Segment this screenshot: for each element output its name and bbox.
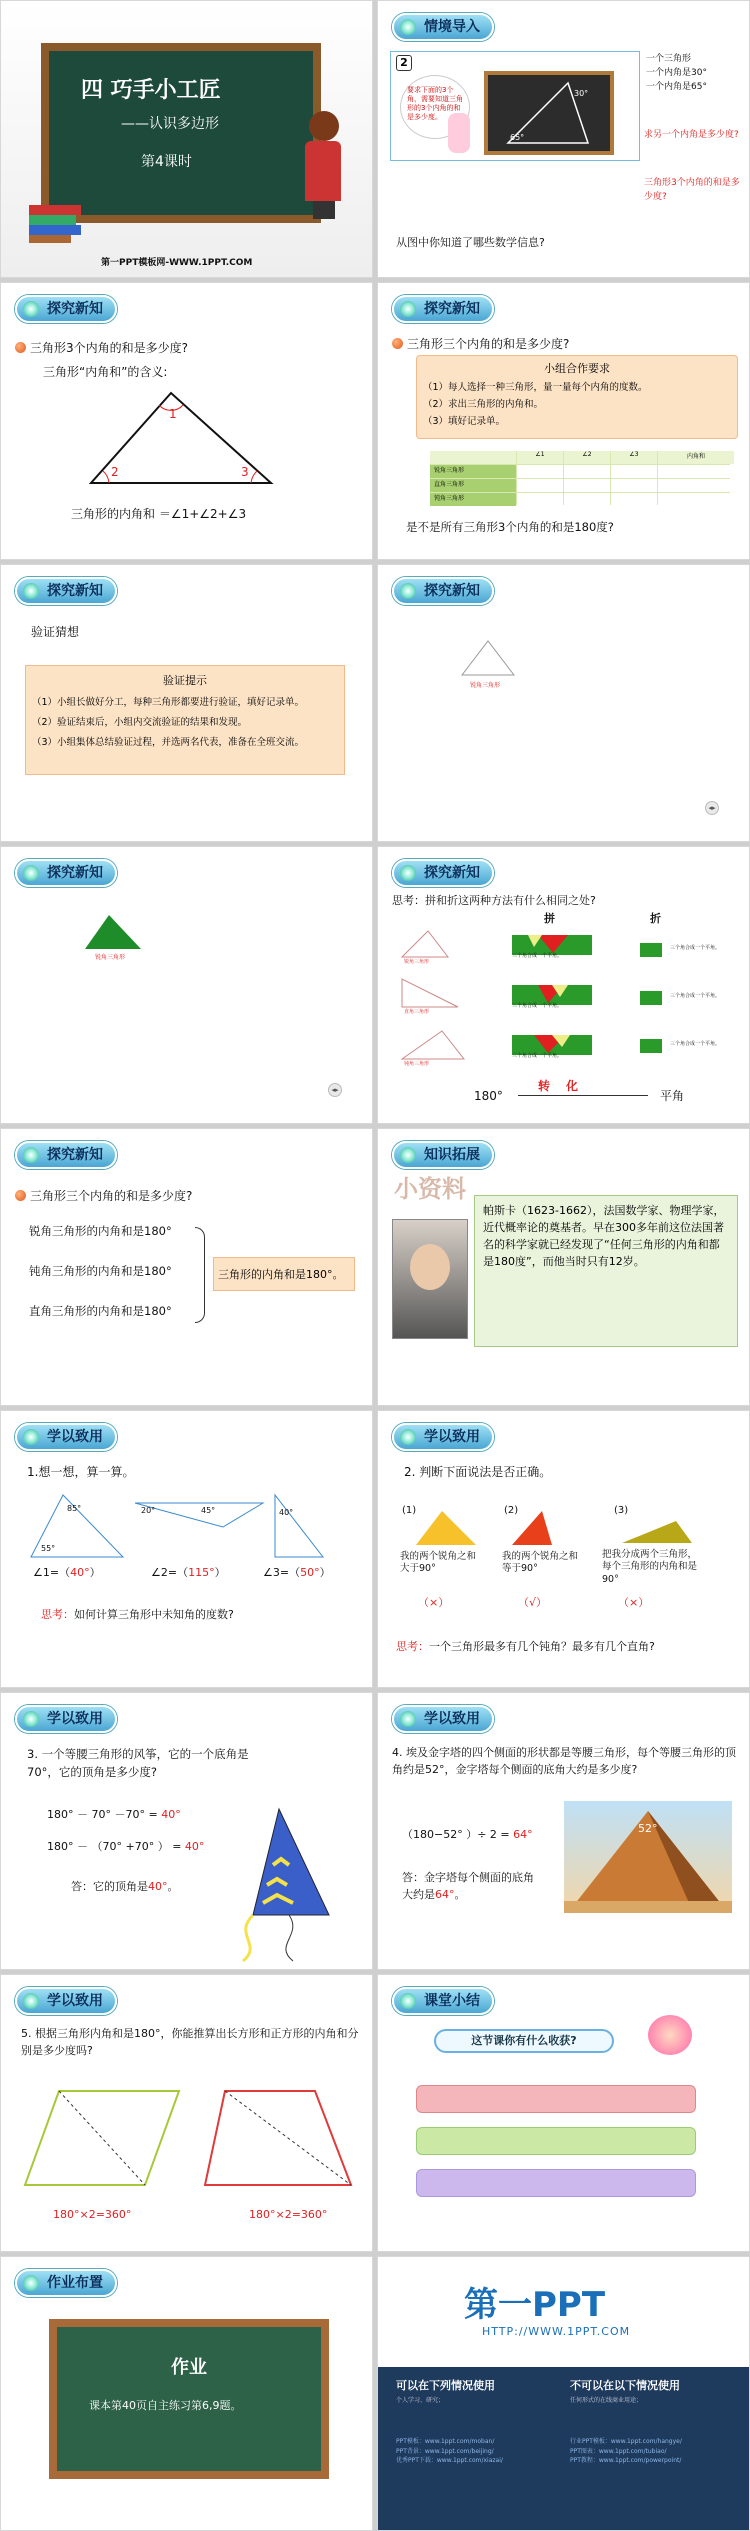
task-box-title: 小组合作要求 [544,362,610,375]
section-badge: 探究新知 [15,577,117,605]
table-cell[interactable] [611,493,657,506]
slide-triangle-outline[interactable] [377,564,750,842]
link[interactable]: PPT图表：www.1ppt.com/tubiao/ [570,2447,667,2455]
table-cell[interactable] [517,479,563,492]
task-line-1: （1）每人选择一种三角形，量一量每个内角的度数。 [423,382,648,393]
exercise-title: 5. 根据三角形内角和是180°，你能推算出长方形和正方形的内角和分别是多少度吗? [21,2027,359,2058]
formula-right: 180°×2=360° [249,2208,328,2221]
method-note: 三个角合成一个平角。 [512,1003,563,1009]
caption-obtuse: 钝角三角形 [404,1061,430,1067]
angle-30: 30° [574,89,589,98]
table-cell[interactable] [517,465,563,478]
link[interactable]: PPT教程：www.1ppt.com/powerpoint/ [570,2457,682,2465]
meaning-line: 三角形“内角和”的含义: [43,365,168,379]
fold-shape [640,1039,662,1053]
angle-40: 40° [279,1508,294,1517]
cupid-icon [648,2015,692,2055]
formula-left: 180°×2=360° [53,2208,132,2221]
equation-1: 180° － 70° －70° = 40° [47,1808,181,1821]
section-badge: 学以致用 [15,1423,117,1451]
pyramid-shape [564,1801,732,1913]
speech-bubble: 要求下面的3个角，需要知道三角形的3个内角的和是多少度。 [400,75,470,139]
answer-1: ∠1=（40°） [33,1566,101,1579]
bottom-question: 是不是所有三角形3个内角的和是180度? [406,520,614,534]
question [15,1187,192,1204]
right-term: 平角 [660,1089,685,1103]
item-number-2: (2) [504,1505,519,1516]
statement-2: 我的两个锐角之和等于90° [502,1551,579,1575]
kite-image [233,1805,363,1965]
think-line: 思考：一个三角形最多有几个钝角？最多有几个直角? [396,1640,655,1653]
transform-label: 转 化 [538,1079,581,1093]
lesson-title: 四 巧手小工匠 [81,78,221,103]
question-text: 三角形三个内角的和是多少度? [407,337,570,351]
fold-shape [640,991,662,1005]
child-icon [448,113,470,153]
table-cell[interactable] [658,479,734,492]
caption-right: 直角三角形 [404,1009,430,1015]
angle-65: 65° [510,133,525,142]
section-badge: 知识拓展 [392,1141,494,1169]
lesson-number: 第4课时 [141,154,192,170]
exercise-title: 1.想一想，算一算。 [27,1465,135,1479]
formula: 三角形的内角和 ＝∠1+∠2+∠3 [71,507,247,521]
section-badge: 作业布置 [15,2269,117,2297]
slide-explore-1[interactable] [0,282,373,560]
table-header [430,451,516,464]
method-note: 三个角合成一个平角。 [512,1053,563,1059]
table-header: ∠1 [517,451,563,464]
question-red-2: 三角形3个内角的和是多少度? [644,178,740,202]
slide-credits[interactable] [377,2256,750,2531]
bullet-icon [15,1190,26,1201]
slide-title[interactable] [0,0,373,278]
hint-line-3: （3）小组集体总结验证过程，并选两名代表，准备在全班交流。 [32,737,305,748]
info-1: 一个三角形 [646,54,692,64]
hint-title: 验证提示 [163,674,207,687]
verdict-1: （×） [418,1596,450,1609]
triangle-caption: 锐角三角形 [470,682,501,689]
link[interactable]: PPT模板：www.1ppt.com/moban/ [396,2438,495,2445]
section-badge: 探究新知 [392,859,494,887]
slide-practice-2[interactable] [377,1410,750,1688]
brand-url[interactable]: HTTP://WWW.1PPT.COM [482,2325,631,2338]
angle-55: 55° [41,1544,56,1553]
task-line-3: （3）填好记录单。 [423,416,506,427]
board-triangle [488,75,610,151]
table-row-label: 钝角三角形 [430,493,516,506]
links-left [396,2437,566,2466]
answer-2: ∠2=（115°） [151,1566,226,1579]
fold-note: 三个角合成一个平角。 [670,993,721,999]
slide-practice-1[interactable] [0,1410,373,1688]
exercise-triangles [23,1487,353,1563]
answer-line: 答：它的顶角是40°。 [71,1880,179,1893]
hint-box [25,665,345,775]
angle-85: 85° [67,1504,82,1513]
answer-bar-2[interactable] [416,2127,696,2155]
table-cell[interactable] [658,493,734,506]
think-line: 思考：如何计算三角形中未知角的度数? [41,1608,234,1621]
verdict-3: （×） [618,1596,650,1609]
item-number-3: (3) [614,1505,629,1516]
homework-title: 作业 [171,2357,207,2378]
answer-3: ∠3=（50°） [263,1566,331,1579]
bio-text: 帕斯卡（1623-1662），法国数学家、物理学家，近代概率论的奠基者。早在300多年前这位法国著名的科学家就已经发现了“任何三角形的内角和都是180度”，而他当时只有12岁。 [474,1195,738,1347]
footer-text: 第一PPT模板网-WWW.1PPT.COM [101,258,253,268]
table-cell[interactable] [564,465,610,478]
slide-practice-4[interactable] [377,1692,750,1970]
pin-label: 拼 [544,912,555,925]
statement-3: 把我分成两个三角形，每个三角形的内角和是90° [602,1549,698,1585]
outline-triangle [458,637,518,679]
question-text: 三角形3个内角的和是多少度? [30,341,189,355]
item-number-1: (1) [402,1505,417,1516]
answer-bar-3[interactable] [416,2169,696,2197]
verdict-2: （√） [518,1596,548,1609]
summary-question: 这节课你有什么收获? [434,2029,614,2053]
left-term: 180° [474,1089,503,1103]
section-badge: 探究新知 [15,1141,117,1169]
table-row-label: 锐角三角形 [430,465,516,478]
table-header: ∠2 [564,451,610,464]
arrow-line [518,1095,648,1096]
section-badge: 探究新知 [392,577,494,605]
info-2: 一个内角是30° [646,68,707,78]
question [392,335,569,352]
angle-label-2: 2 [111,465,119,479]
answer-bar-1[interactable] [416,2085,696,2113]
links-right [570,2437,740,2466]
brand-logo: 第一PPT [464,2285,606,2325]
play-button[interactable]: ◂▸ [705,801,719,815]
slide-summary-180[interactable] [0,1128,373,1406]
can-use-heading: 可以在下列情况使用 [396,2379,495,2392]
statement-1: 我的两个锐角之和大于90° [400,1551,477,1575]
question-number: 2 [396,55,412,71]
material-label: 小资料 [394,1175,466,1203]
slide-homework[interactable] [0,2256,373,2531]
cannot-use-item: 任何形式的在线商业用途； [570,2397,643,2404]
fold-shape [640,943,662,957]
section-badge: 学以致用 [15,1987,117,2015]
triangle-board [484,71,614,155]
slide-extension[interactable] [377,1128,750,1406]
question-text: 三角形三个内角的和是多少度? [30,1189,193,1203]
table-row-label: 直角三角形 [430,479,516,492]
question-red-1: 求另一个内角是多少度? [644,130,739,140]
judge-triangles [412,1507,712,1547]
caption-acute: 锐角三角形 [404,959,430,965]
apex-angle: 52° [638,1822,658,1835]
table-cell[interactable] [517,493,563,506]
homework-text: 课本第40页自主练习第6,9题。 [89,2399,242,2412]
bullet-icon [15,342,26,353]
pin-diagrams [508,931,598,1071]
green-triangle [83,913,143,953]
triangle-diagram [71,383,281,493]
record-table [430,451,730,505]
pyramid-photo [564,1801,732,1913]
fold-note: 三个角合成一个平角。 [670,945,721,951]
obtuse-statement: 钝角三角形的内角和是180° [29,1264,172,1278]
exercise-title: 3. 一个等腰三角形的风筝，它的一个底角是70°，它的顶角是多少度? [27,1747,249,1780]
can-use-item: 个人学习、研究； [396,2397,445,2404]
books-icon [29,201,81,243]
slide-practice-5[interactable] [0,1974,373,2252]
slide-triangle-green[interactable] [0,846,373,1124]
quad-shapes [15,2081,365,2193]
link[interactable]: 优秀PPT下载：www.1ppt.com/xiazai/ [396,2457,503,2465]
triangle-outlines [398,927,468,1077]
triangle-caption: 锐角三角形 [95,954,126,961]
section-badge: 探究新知 [15,295,117,323]
angle-45: 45° [201,1506,216,1515]
slide-class-summary[interactable] [377,1974,750,2252]
bottom-question: 从图中你知道了哪些数学信息? [396,236,545,249]
task-box [416,355,738,439]
brace [195,1227,205,1323]
table-cell[interactable] [611,465,657,478]
table-cell[interactable] [658,465,734,478]
section-badge: 课堂小结 [392,1987,494,2015]
angle-label-3: 3 [241,465,249,479]
verify-heading: 验证猜想 [31,625,80,639]
chalkboard [41,43,321,223]
angle-label-1: 1 [169,407,177,421]
link[interactable]: 行业PPT模板：www.1ppt.com/hangye/ [570,2438,682,2445]
lesson-subtitle: ——认识多边形 [121,116,219,132]
section-badge: 学以致用 [392,1423,494,1451]
bullet-icon [392,338,403,349]
right-statement: 直角三角形的内角和是180° [29,1304,172,1318]
teacher-figure-icon [301,111,345,221]
table-header: 内角和 [658,451,734,464]
equation-2: 180° － （70° +70° ） = 40° [47,1840,205,1853]
table-cell[interactable] [564,493,610,506]
section-badge: 学以致用 [15,1705,117,1733]
table-header: ∠3 [611,451,657,464]
angle-20: 20° [141,1506,156,1515]
slide-explore-2[interactable] [377,282,750,560]
answer-line: 答：金字塔每个侧面的底角大约是64°。 [402,1871,534,1902]
link[interactable]: PPT背景：www.1ppt.com/beijing/ [396,2447,494,2455]
slide-situation[interactable] [377,0,750,278]
question [15,339,188,356]
zhe-label: 折 [650,912,661,925]
result-box: 三角形的内角和是180°。 [213,1257,355,1291]
section-badge: 学以致用 [392,1705,494,1733]
info-3: 一个内角是65° [646,82,707,92]
slide-compare-methods[interactable] [377,846,750,1124]
exercise-title: 4. 埃及金字塔的四个侧面的形状都是等腰三角形，每个等腰三角形的顶角约是52°，金字塔每个侧面的底角大约是多少度? [392,1746,736,1776]
section-badge: 探究新知 [392,295,494,323]
table-cell[interactable] [564,479,610,492]
hint-line-2: （2）验证结束后，小组内交流验证的结果和发现。 [32,717,248,728]
portrait-image [392,1219,468,1339]
table-cell[interactable] [611,479,657,492]
task-line-2: （2）求出三角形的内角和。 [423,399,544,410]
acute-statement: 锐角三角形的内角和是180° [29,1224,172,1238]
slide-verify[interactable] [0,564,373,842]
hint-line-1: （1）小组长做好分工，每种三角形都要进行验证，填好记录单。 [32,697,305,708]
equation: （180−52° ）÷ 2 = 64° [402,1828,533,1841]
section-badge: 情境导入 [392,13,494,41]
slide-practice-3[interactable] [0,1692,373,1970]
section-badge: 探究新知 [15,859,117,887]
cannot-use-heading: 不可以在以下情况使用 [570,2379,680,2392]
method-note: 三个角合成一个平角。 [512,953,563,959]
play-button[interactable]: ◂▸ [328,1083,342,1097]
think-question: 思考：拼和折这两种方法有什么相同之处? [392,894,596,907]
fold-note: 三个角合成一个平角。 [670,1041,721,1047]
exercise-title: 2. 判断下面说法是否正确。 [404,1465,552,1479]
